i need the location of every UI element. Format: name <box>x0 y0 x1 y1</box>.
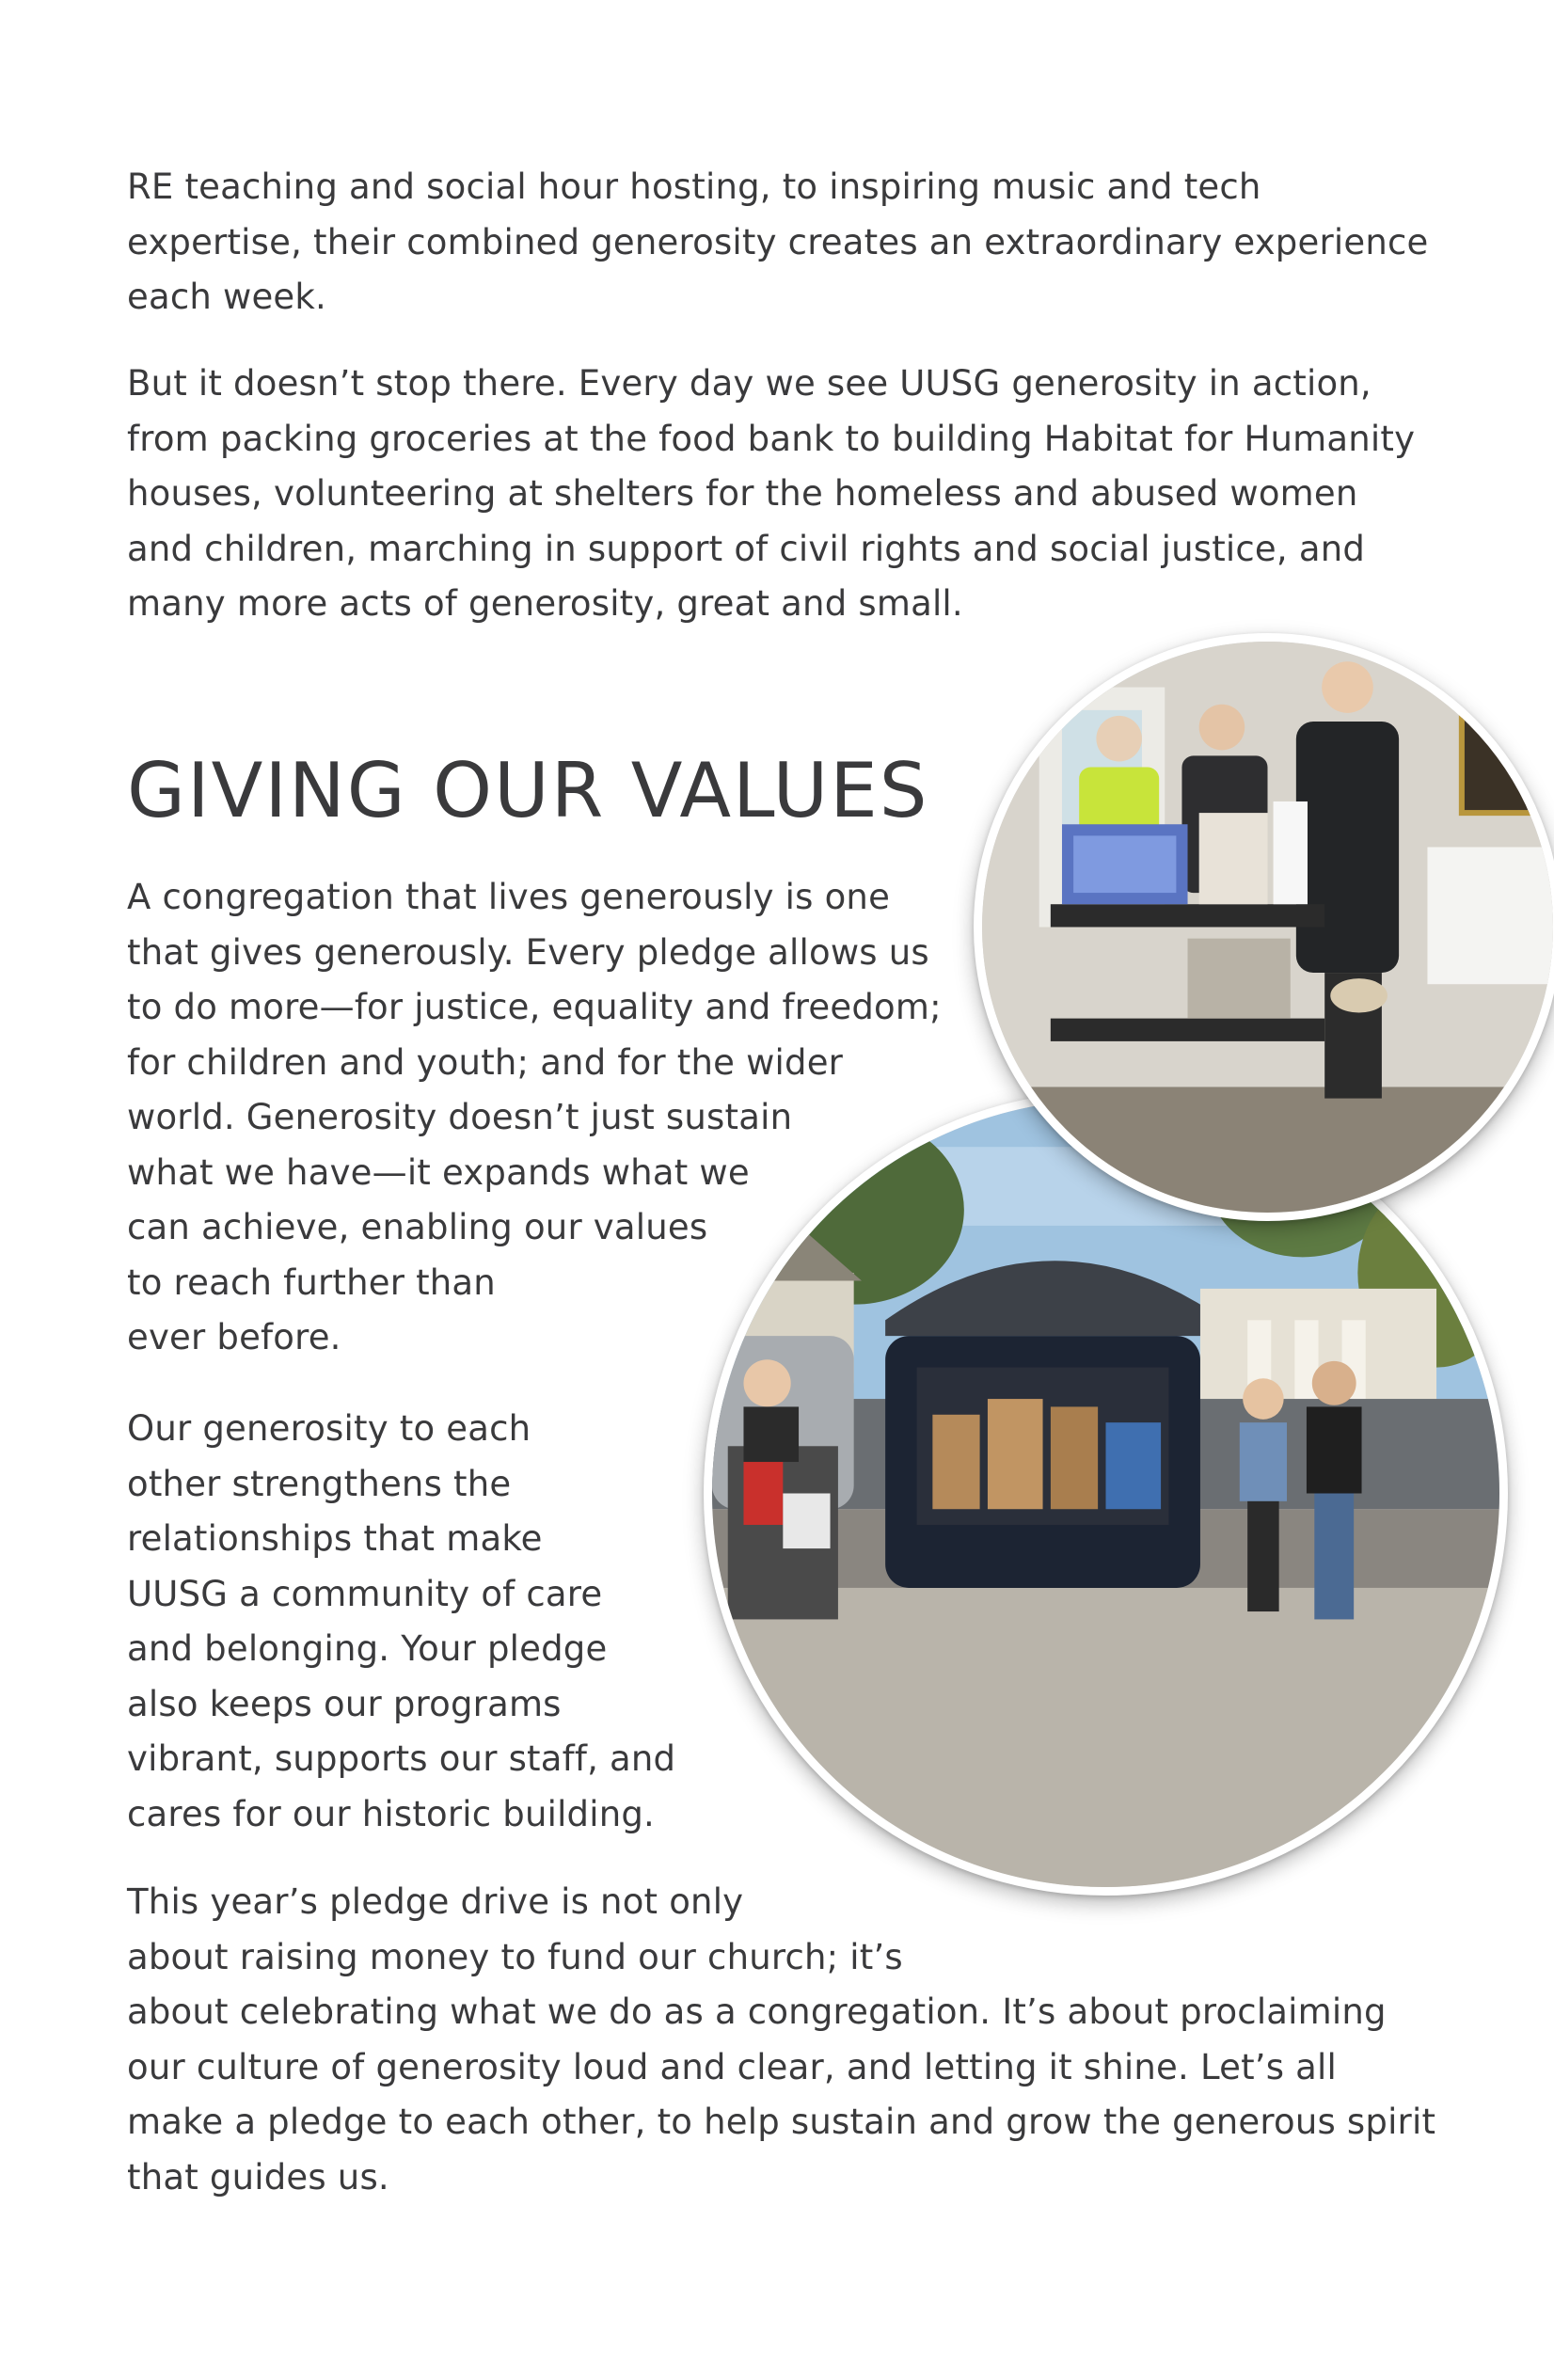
text-line: UUSG a community of care <box>127 1573 603 1614</box>
cap-in-hand <box>1330 978 1388 1012</box>
grocery-bag <box>988 1399 1043 1509</box>
sidewalk <box>712 1588 1499 1887</box>
grocery-bag <box>1051 1406 1098 1509</box>
text-line: can achieve, enabling our values <box>127 1207 708 1247</box>
red-bag <box>743 1462 783 1525</box>
volunteer-shirt <box>1307 1406 1362 1493</box>
volunteer-jeans <box>1314 1494 1354 1620</box>
cart-top-shelf <box>1051 904 1324 927</box>
text-line: to reach further than <box>127 1261 496 1303</box>
water-bottle-case-label <box>1073 835 1176 893</box>
text-line: many more acts of generosity, great and small. <box>127 583 963 624</box>
text-line: other strengthens the <box>127 1463 512 1504</box>
text-line: from packing groceries at the food bank to building Habitat for Humanity <box>127 418 1416 459</box>
text-line: to do more—for justice, equality and freedom; <box>127 987 942 1027</box>
text-line: each week. <box>127 277 326 317</box>
text-line: expertise, their combined generosity creates an extraordinary experience <box>127 221 1429 262</box>
grocery-bag <box>1199 813 1268 904</box>
grocery-box <box>1106 1422 1162 1509</box>
text-line: our culture of generosity loud and clear, and letting it shine. Let’s all <box>127 2046 1338 2087</box>
volunteer-head <box>1199 705 1245 751</box>
photo-illustration <box>982 642 1553 1213</box>
volunteer-head <box>1243 1378 1284 1420</box>
dark-jacket <box>1296 722 1399 973</box>
text-line: Our generosity to each <box>127 1408 531 1449</box>
denim-jacket <box>1240 1422 1287 1501</box>
text-line: But it doesn’t stop there. Every day we see UUSG generosity in action, <box>127 363 1372 404</box>
text-line: and belonging. Your pledge <box>127 1628 608 1669</box>
text-line: that gives generously. Every pledge allows us <box>127 931 929 973</box>
text-line: about raising money to fund our church; it’s <box>127 1936 903 1977</box>
community-paragraph <box>127 1402 675 1842</box>
text-line: relationships that make <box>127 1518 543 1559</box>
text-line: world. Generosity doesn’t just sustain <box>127 1097 793 1137</box>
text-line: and children, marching in support of civil rights and social justice, and <box>127 528 1366 569</box>
text-line: cares for our historic building. <box>127 1793 656 1834</box>
boxes-lower-shelf <box>1188 939 1291 1019</box>
closing-paragraph <box>127 1875 1435 2205</box>
grocery-bag <box>932 1415 979 1509</box>
photo-food-drive-car <box>704 1091 1508 1896</box>
text-line: This year’s pledge drive is not only <box>127 1881 744 1922</box>
section-heading: GIVING OUR VALUES <box>127 747 929 834</box>
bench <box>1427 848 1553 985</box>
photo-illustration <box>712 1100 1499 1887</box>
text-line: about celebrating what we do as a congregation. It’s about proclaiming <box>127 1991 1387 2032</box>
intro-paragraph-2 <box>127 357 1415 632</box>
volunteer-head <box>1312 1361 1356 1405</box>
white-bag <box>783 1494 830 1549</box>
text-line: what we have—it expands what we <box>127 1151 750 1193</box>
text-line: ever before. <box>127 1317 341 1357</box>
volunteer-head <box>1096 716 1142 762</box>
volunteer-head <box>1322 661 1373 713</box>
text-line: also keeps our programs <box>127 1683 562 1724</box>
volunteer-shirt <box>743 1406 799 1462</box>
intro-paragraph-1 <box>127 160 1428 325</box>
photo-volunteers-cart <box>974 633 1554 1221</box>
text-line: that guides us. <box>127 2156 389 2198</box>
volunteer-head <box>743 1359 790 1406</box>
cart-bottom-shelf <box>1051 1019 1324 1041</box>
text-line: make a pledge to each other, to help sustain and grow the generous spirit <box>127 2102 1436 2142</box>
framed-picture <box>1462 688 1542 814</box>
text-line: houses, volunteering at shelters for the homeless and abused women <box>127 473 1358 514</box>
volunteer-pants <box>1247 1501 1278 1611</box>
text-line: RE teaching and social hour hosting, to inspiring music and tech <box>127 167 1261 207</box>
paper-towels <box>1274 801 1308 904</box>
text-line: vibrant, supports our staff, and <box>127 1738 676 1779</box>
text-line: A congregation that lives generously is one <box>127 877 891 917</box>
text-line: for children and youth; and for the wider <box>127 1041 844 1083</box>
